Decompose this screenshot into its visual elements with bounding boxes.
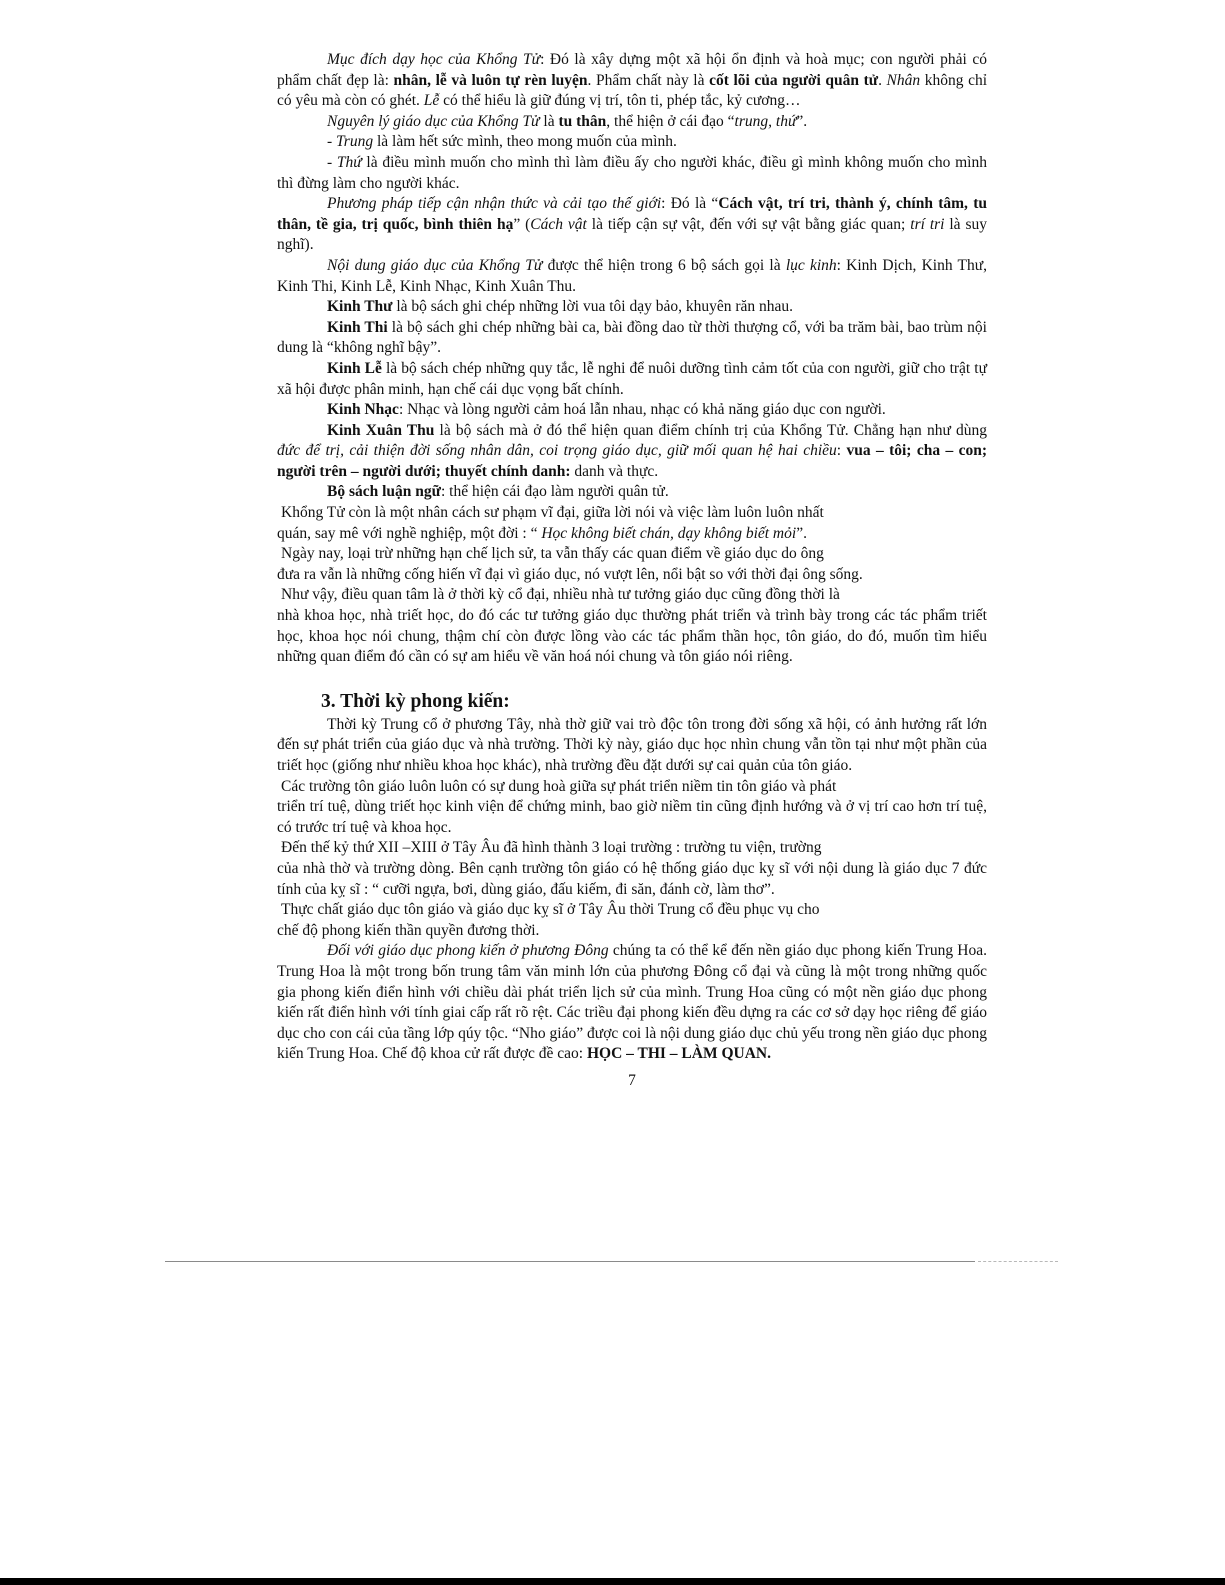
- page-divider: [165, 1261, 975, 1262]
- paragraph-religious-schools: Các trường tôn giáo luôn luôn có sự dung hoà giữa sự phát triển niềm tin tôn giáo và phát triển trí tuệ, dùng triết học kinh viện để chứng minh, bao giờ niềm tin cũng định hướng và ở vị trí cao hơn trí tuệ, có trước trí tuệ và khoa học.: [277, 777, 987, 836]
- paragraph-kinh-le: Kinh Lễ là bộ sách chép những quy tắc, lễ nghi để nuôi dưỡng tình cảm tốt của con người, giữ cho trật tự xã hội được phân minh, hạn chế cái dục vọng bất chính.: [277, 359, 988, 398]
- paragraph-kinh-xuan-thu: Kinh Xuân Thu là bộ sách mà ở đó thể hiện quan điểm chính trị của Khổng Tử. Chẳng hạn như dùng đức để trị, cải thiện đời sống nhân dân, coi trọng giáo dục, giữ mối quan hệ hai chiều: vua – tôi; cha – con; người trên – người dưới; thuyết chính danh: danh và thực.: [277, 421, 987, 480]
- paragraph-kinh-thi: Kinh Thi là bộ sách ghi chép những bài ca, bài đồng dao từ thời thượng cổ, với ba trăm bài, bao trùm nội dung là “không nghĩ bậy”.: [277, 318, 987, 357]
- paragraph-trung: - Trung là làm hết sức mình, theo mong muốn của mình.: [327, 133, 677, 151]
- paragraph-eastern-education: Đối với giáo dục phong kiến ở phương Đông chúng ta có thể kể đến nền giáo dục phong kiến Trung Hoa. Trung Hoa là một trong bốn trung tâm văn minh lớn của phương Đông cổ đại và cũng là một trong những quốc gia phong kiến điển hình với chiều dài phát triển lịch sử của mình. Trung Hoa cũng có một nền giáo dục phong kiến rất điển hình với tính giai cấp rất rõ rệt. Các triều đại phong kiến đều dựng ra các cơ sở dạy học riêng để giáo dục cho con cái của tầng lớp qúy tộc. “Nho giáo” được coi là nội dung giáo dục chủ yếu trong nền giáo dục phong kiến Trung Hoa. Chế độ khoa cử rất được đề cao: HỌC – THI – LÀM QUAN.: [277, 942, 988, 1063]
- paragraph-pedagogue: Khổng Tử còn là một nhân cách sư phạm vĩ đại, giữa lời nói và việc làm luôn luôn nhất quán, say mê với nghề nghiệp, một đời : “ Học không biết chán, dạy không biết mỏi”.: [277, 504, 824, 542]
- paragraph-kinh-nhac: Kinh Nhạc: Nhạc và lòng người cảm hoá lẫn nhau, nhạc có khả năng giáo dục con người.: [327, 401, 886, 419]
- paragraph-education-principle: Nguyên lý giáo dục của Khổng Tử là tu thân, thể hiện ở cái đạo “trung, thứ”.: [327, 112, 808, 130]
- paragraph-today: Ngày nay, loại trừ những hạn chế lịch sử, ta vẫn thấy các quan điểm về giáo dục do ông đưa ra vẫn là những cống hiến vĩ đại vì giáo dục, nó vượt lên, nổi bật so với thời đại ông sống.: [277, 545, 863, 583]
- paragraph-middle-ages: Thời kỳ Trung cổ ở phương Tây, nhà thờ giữ vai trò độc tôn trong đời sống xã hội, có ảnh hưởng rất lớn đến sự phát triển của giáo dục và nhà trường. Thời kỳ này, giáo dục học nhìn chung vẫn tồn tại như một phần của triết học (giống như nhiều khoa học khác), nhà trường đều đặt dưới sự cai quản của tôn giáo.: [277, 715, 987, 774]
- paragraph-kinh-thu: Kinh Thư là bộ sách ghi chép những lời vua tôi dạy bảo, khuyên răn nhau.: [327, 298, 794, 316]
- document-page: [277, 50, 987, 1092]
- paragraph-teaching-purpose: Mục đích dạy học của Khổng Tử: Đó là xây dựng một xã hội ổn định và hoà mục; con người phải có phẩm chất đẹp là: nhân, lễ và luôn tự rèn luyện. Phẩm chất này là cốt lõi của người quân tử. Nhân không chỉ có yêu mà còn có ghét. Lễ có thể hiểu là giữ đúng vị trí, tôn ti, phép tắc, kỷ cương…: [277, 51, 988, 110]
- paragraph-luan-ngu: Bộ sách luận ngữ: thể hiện cái đạo làm người quân tử.: [327, 483, 669, 501]
- page-number: 7: [628, 1071, 636, 1089]
- paragraph-school-types: Đến thế kỷ thứ XII –XIII ở Tây Âu đã hình thành 3 loại trường : trường tu viện, trường của nhà thờ và trường dòng. Bên cạnh trường tôn giáo có hệ thống giáo dục kỵ sĩ với nội dung là giáo dục 7 đức tính của kỵ sĩ : “ cưỡi ngựa, bơi, dùng giáo, đấu kiếm, đi săn, đánh cờ, làm thơ”.: [277, 839, 987, 898]
- section-heading: 3. Thời kỳ phong kiến:: [321, 690, 510, 712]
- paragraph-education-content: Nội dung giáo dục của Khổng Tử được thể hiện trong 6 bộ sách gọi là lục kinh: Kinh Dịch, Kinh Thư, Kinh Thi, Kinh Lễ, Kinh Nhạc, Kinh Xuân Thu.: [277, 256, 988, 295]
- paragraph-cognitive-method: Phương pháp tiếp cận nhận thức và cải tạo thế giới: Đó là “Cách vật, trí tri, thành ý, chính tâm, tu thân, tề gia, trị quốc, bình thiên hạ” (Cách vật là tiếp cận sự vật, đến với sự vật bằng giác quan; trí tri là suy nghĩ).: [277, 195, 988, 254]
- page-divider-dashed: [978, 1261, 1058, 1262]
- paragraph-feudal-purpose: Thực chất giáo dục tôn giáo và giáo dục kỵ sĩ ở Tây Âu thời Trung cổ đều phục vụ cho chế độ phong kiến thần quyền đương thời.: [277, 901, 820, 939]
- paragraph-ancient-thinkers: Như vậy, điều quan tâm là ở thời kỳ cổ đại, nhiều nhà tư tưởng giáo dục cũng đồng thời là nhà khoa học, nhà triết học, do đó các tư tưởng giáo dục thường phát triển và trình bày trong các tác phẩm triết học, khoa học nói chung, thậm chí còn được lồng vào các tác phẩm thần học, tôn giáo, do đó, muốn tìm hiểu những quan điểm đó cần có sự am hiểu về văn hoá nói chung và tôn giáo nói riêng.: [277, 586, 987, 666]
- bottom-edge-bar: [0, 1578, 1225, 1585]
- paragraph-thu: - Thứ là điều mình muốn cho mình thì làm điều ấy cho người khác, điều gì mình không muốn cho mình thì đừng làm cho người khác.: [277, 153, 987, 192]
